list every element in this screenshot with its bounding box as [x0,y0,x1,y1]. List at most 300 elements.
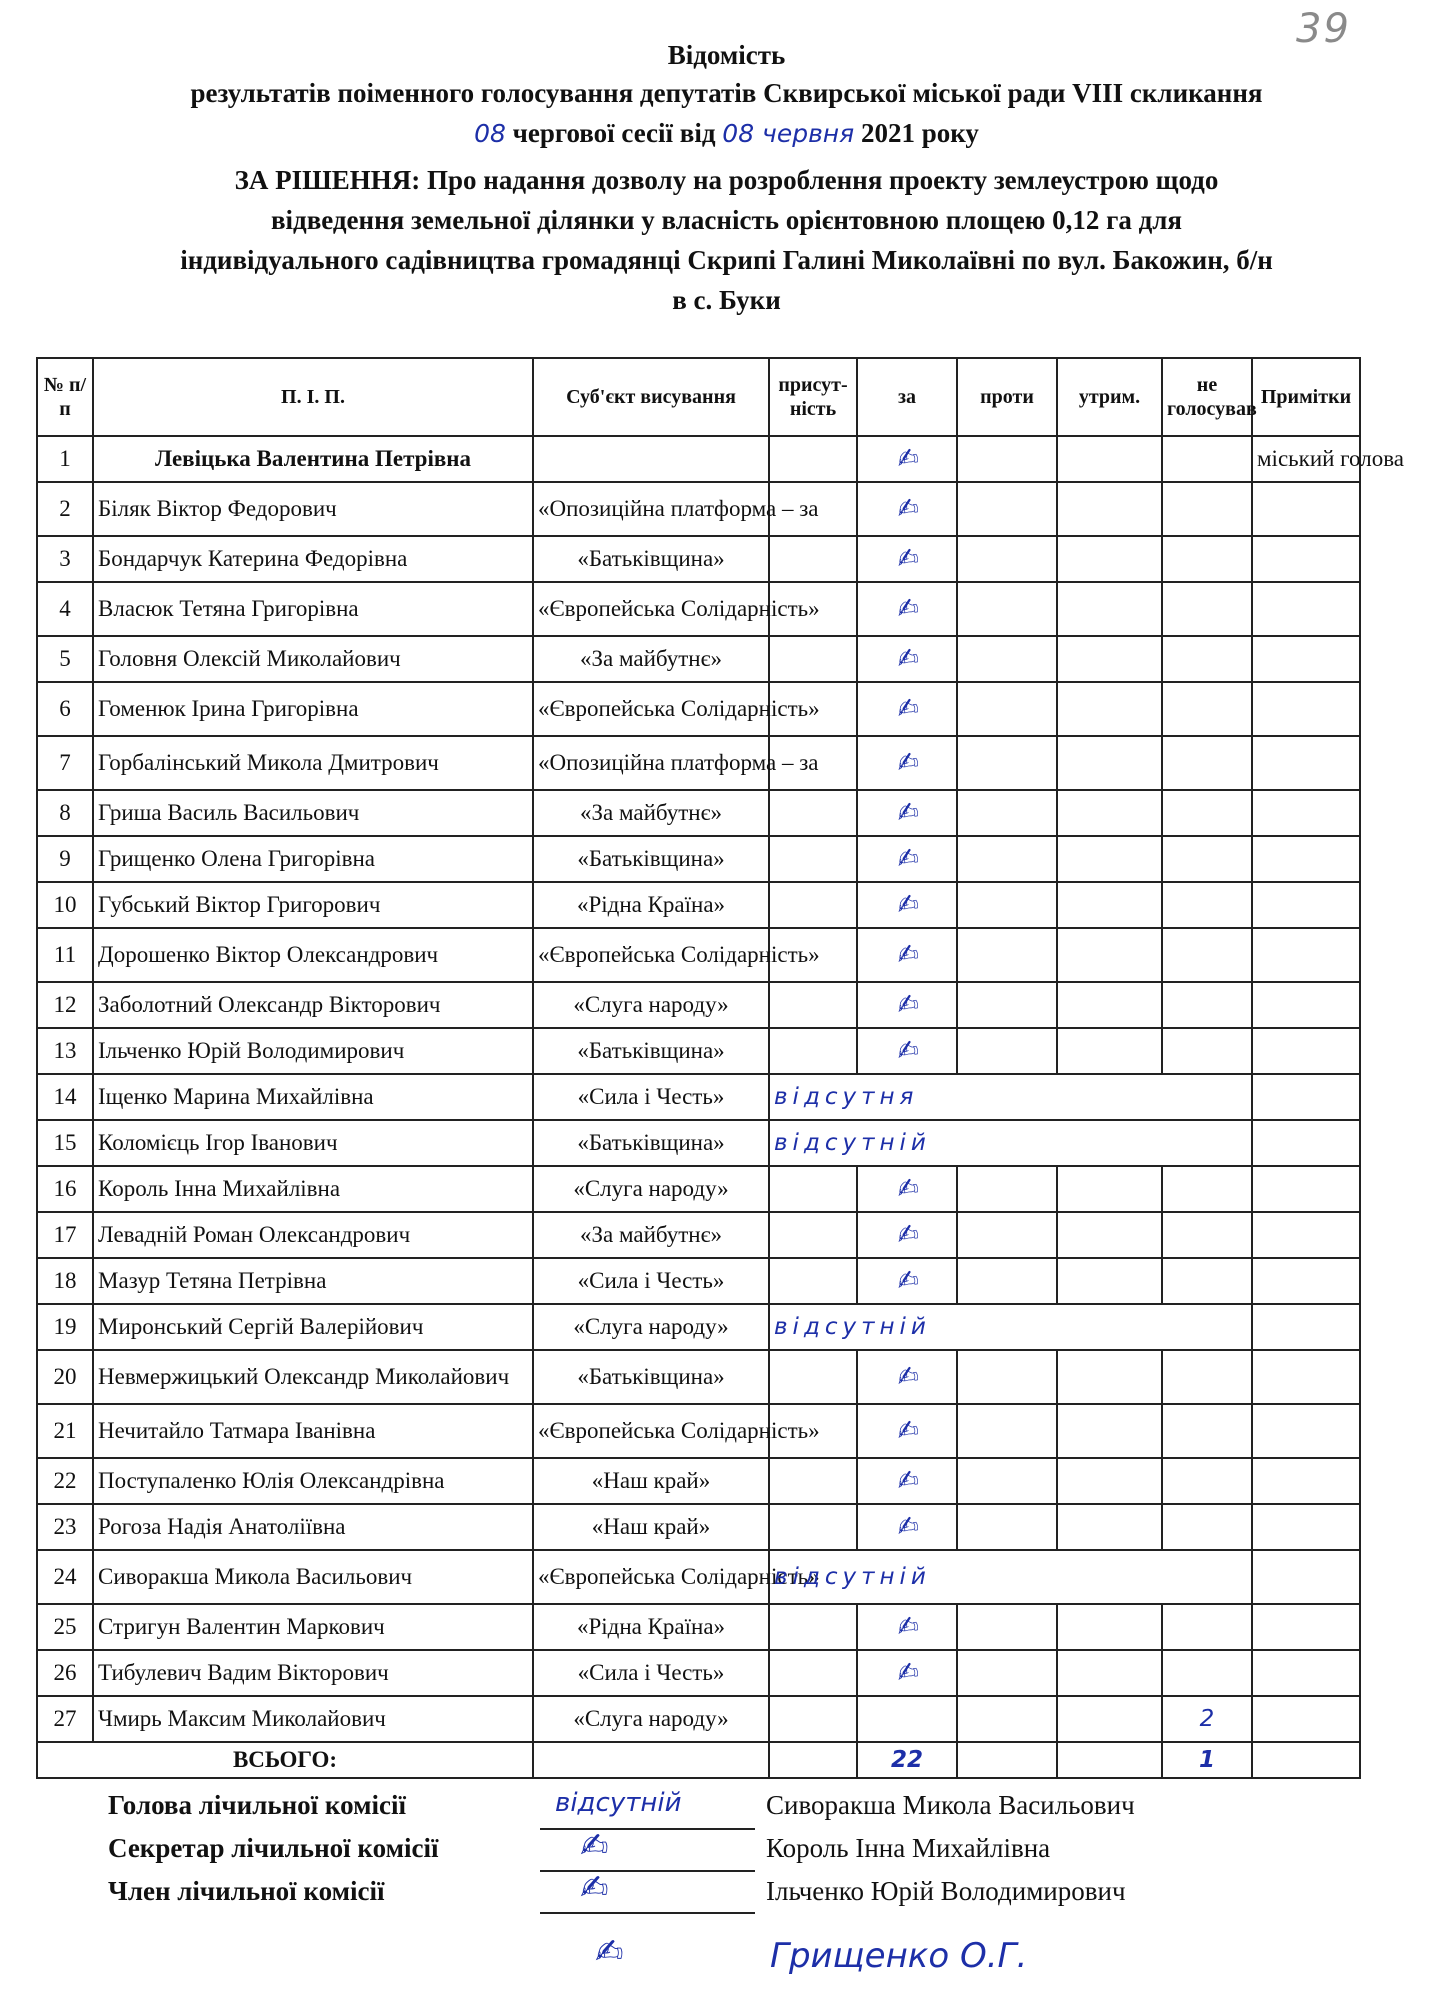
row-number: 18 [37,1258,93,1304]
row-note [1252,582,1360,636]
table-row [37,1404,1360,1458]
table-row [37,436,1360,482]
row-note [1252,1074,1360,1120]
decision-title [0,160,1453,320]
deputy-name: Горбалінський Микола Дмитрович [93,736,533,790]
vote-not-voted-cell [1162,682,1252,736]
vote-against-cell [957,1028,1057,1074]
row-number: 26 [37,1650,93,1696]
row-note [1252,928,1360,982]
vote-against-cell [957,536,1057,582]
vote-against-cell [957,636,1057,682]
table-row [37,836,1360,882]
signature-mark: ✍ [895,1034,919,1068]
col-for: за [857,358,957,436]
deputy-name: Рогоза Надія Анатоліївна [93,1504,533,1550]
absent-note: відсутня [769,1074,1252,1120]
signature-mark: ✍ [895,842,919,876]
deputy-name: Головня Олексій Миколайович [93,636,533,682]
signature-mark: ✍ [895,1610,919,1644]
vote-not-voted-cell [1162,1650,1252,1696]
vote-against-cell [957,482,1057,536]
vote-against-cell [957,682,1057,736]
table-row [37,1166,1360,1212]
vote-abstain-cell [1057,982,1162,1028]
vote-against-cell [957,928,1057,982]
vote-abstain-cell [1057,682,1162,736]
vote-not-voted-cell [1162,1212,1252,1258]
table-body [37,436,1404,1742]
table-row [37,1028,1360,1074]
commission-signature: відсутній [555,1788,682,1818]
absent-note: відсутній [769,1304,1252,1350]
row-note [1252,636,1360,682]
table-row [37,1120,1360,1166]
deputy-name: Левіцька Валентина Петрівна [93,436,533,482]
table-row [37,482,1360,536]
vote-abstain-cell [1057,1404,1162,1458]
row-note [1252,1212,1360,1258]
deputy-party: «Батьківщина» [533,836,769,882]
row-number: 2 [37,482,93,536]
vote-for-cell [857,582,957,636]
row-note [1252,1550,1360,1604]
row-note [1252,882,1360,928]
table-row [37,1074,1360,1120]
table-row [37,536,1360,582]
presence-cell [769,1650,857,1696]
signature-mark: ✍ [895,692,919,726]
signature-mark: ✍ [580,1826,609,1866]
row-number: 17 [37,1212,93,1258]
vote-not-voted-cell: 2 [1162,1696,1252,1742]
signature-line [540,1912,755,1914]
vote-against-cell [957,790,1057,836]
table-row [37,1504,1360,1550]
presence-cell [769,882,857,928]
signature-mark: ✍ [895,1218,919,1252]
vote-abstain-cell [1057,1650,1162,1696]
vote-for-cell [857,836,957,882]
vote-not-voted-cell [1162,1350,1252,1404]
vote-against-cell [957,982,1057,1028]
row-note [1252,1650,1360,1696]
col-party: Суб'єкт висування [533,358,769,436]
row-number: 20 [37,1350,93,1404]
vote-not-voted-cell [1162,636,1252,682]
row-note [1252,836,1360,882]
table-row [37,882,1360,928]
vote-abstain-cell [1057,1258,1162,1304]
vote-against-cell [957,1458,1057,1504]
vote-for-cell [857,1028,957,1074]
session-year: 2021 року [860,118,979,148]
signature-mark: ✍ [895,492,919,526]
deputy-name: Дорошенко Віктор Олександрович [93,928,533,982]
row-number: 21 [37,1404,93,1458]
deputy-name: Сиворакша Микола Васильович [93,1550,533,1604]
deputy-party: «Батьківщина» [533,1120,769,1166]
vote-abstain-cell [1057,882,1162,928]
vote-abstain-cell [1057,636,1162,682]
total-party-cell [533,1742,769,1778]
row-number: 24 [37,1550,93,1604]
presence-cell [769,636,857,682]
vote-for-cell [857,1212,957,1258]
deputy-name: Біляк Віктор Федорович [93,482,533,536]
signature-mark: ✍ [895,592,919,626]
total-for: 22 [857,1742,957,1778]
deputy-name: Левадній Роман Олександрович [93,1212,533,1258]
vote-abstain-cell [1057,928,1162,982]
total-presence-cell [769,1742,857,1778]
deputy-party: «Слуга народу» [533,982,769,1028]
signature-line [540,1870,755,1872]
col-against: проти [957,358,1057,436]
col-abstain: утрим. [1057,358,1162,436]
deputy-party: «Слуга народу» [533,1304,769,1350]
row-number: 6 [37,682,93,736]
table-row [37,736,1360,790]
session-line [0,118,1453,149]
row-note [1252,1166,1360,1212]
vote-not-voted-cell [1162,736,1252,790]
vote-for-cell [857,736,957,790]
table-row [37,928,1360,982]
row-note [1252,1504,1360,1550]
vote-not-voted-cell [1162,836,1252,882]
document-subtitle: результатів поіменного голосування депутатів Сквирської міської ради VIII скликання [190,78,1263,108]
signature-mark: ✍ [895,642,919,676]
row-number: 8 [37,790,93,836]
presence-cell [769,1258,857,1304]
deputy-name: Власюк Тетяна Григорівна [93,582,533,636]
col-name: П. І. П. [93,358,533,436]
deputy-party: «Батьківщина» [533,1350,769,1404]
presence-cell [769,436,857,482]
signature-mark: ✍ [895,1656,919,1690]
row-note [1252,1404,1360,1458]
vote-for-cell [857,928,957,982]
deputy-name: Іщенко Марина Михайлівна [93,1074,533,1120]
signature-mark: ✍ [895,542,919,576]
row-number: 7 [37,736,93,790]
commission-role: Член лічильної комісії [108,1876,385,1906]
presence-cell [769,1458,857,1504]
deputy-name: Гриша Василь Васильович [93,790,533,836]
session-text: чергової сесії від [512,118,716,148]
presence-cell [769,1350,857,1404]
vote-abstain-cell [1057,836,1162,882]
row-number: 25 [37,1604,93,1650]
vote-abstain-cell [1057,1504,1162,1550]
deputy-name: Заболотний Олександр Вікторович [93,982,533,1028]
vote-abstain-cell [1057,1028,1162,1074]
session-number: 08 [474,119,506,148]
row-number: 14 [37,1074,93,1120]
deputy-party: «За майбутнє» [533,790,769,836]
deputy-party: «Сила і Честь» [533,1074,769,1120]
table-row [37,1212,1360,1258]
signature-mark: ✍ [895,1264,919,1298]
presence-cell [769,1166,857,1212]
absent-note: відсутній [769,1550,1252,1604]
col-number: № п/п [37,358,93,436]
session-date: 08 червня [722,119,855,148]
vote-against-cell [957,1504,1057,1550]
vote-not-voted-cell [1162,928,1252,982]
vote-not-voted-cell [1162,536,1252,582]
row-number: 12 [37,982,93,1028]
row-note [1252,982,1360,1028]
vote-against-cell [957,1604,1057,1650]
signature-mark: ✍ [895,1414,919,1448]
deputy-party: «Європейська Солідарність» [533,928,769,982]
col-not-voted: не голосував [1162,358,1252,436]
commission-member-name: Сиворакша Микола Васильович [766,1790,1135,1820]
deputy-party: «Європейська Солідарність» [533,582,769,636]
col-notes: Примітки [1252,358,1360,436]
deputy-party: «Опозиційна платформа – за [533,736,769,790]
presence-cell [769,1212,857,1258]
vote-not-voted-cell [1162,1404,1252,1458]
vote-for-cell [857,536,957,582]
total-row [37,1742,1360,1778]
presence-cell [769,1504,857,1550]
row-note [1252,1458,1360,1504]
vote-abstain-cell [1057,736,1162,790]
row-note [1252,1350,1360,1404]
vote-against-cell [957,1350,1057,1404]
presence-cell [769,790,857,836]
presence-cell [769,836,857,882]
vote-for-cell [857,1258,957,1304]
signature-mark: ✍ [895,1360,919,1394]
decision-line: в с. Буки [672,285,781,315]
vote-not-voted-cell [1162,1504,1252,1550]
signature-mark: ✍ [895,1464,919,1498]
vote-abstain-cell [1057,582,1162,636]
vote-abstain-cell [1057,436,1162,482]
row-note [1252,482,1360,536]
deputy-party: «Наш край» [533,1458,769,1504]
row-note [1252,536,1360,582]
row-number: 11 [37,928,93,982]
signature-mark: ✍ [895,442,919,476]
vote-against-cell [957,1166,1057,1212]
vote-for-cell [857,1604,957,1650]
deputy-party: «Європейська Солідарність» [533,682,769,736]
vote-not-voted-cell [1162,1604,1252,1650]
vote-for-cell [857,1650,957,1696]
vote-for-cell [857,790,957,836]
row-note: міський голова [1252,436,1360,482]
vote-not-voted-cell [1162,790,1252,836]
vote-against-cell [957,436,1057,482]
signature-line [540,1828,755,1830]
table-row [37,682,1360,736]
vote-not-voted-cell [1162,982,1252,1028]
vote-abstain-cell [1057,1696,1162,1742]
presence-cell [769,1696,857,1742]
decision-line: індивідуального садівництва громадянці Скрипі Галині Миколаївні по вул. Бакожин, б/н [180,245,1273,275]
deputy-name: Король Інна Михайлівна [93,1166,533,1212]
deputy-name: Стригун Валентин Маркович [93,1604,533,1650]
vote-against-cell [957,1258,1057,1304]
row-note [1252,790,1360,836]
document-title: Відомість [667,40,786,70]
deputy-party: «Сила і Честь» [533,1650,769,1696]
vote-not-voted-cell [1162,482,1252,536]
vote-abstain-cell [1057,1166,1162,1212]
table-row [37,582,1360,636]
decision-line: відведення земельної ділянки у власність орієнтовною площею 0,12 га для [270,205,1183,235]
deputy-name: Гоменюк Ірина Григорівна [93,682,533,736]
signature-mark: ✍ [895,1172,919,1206]
row-note [1252,1304,1360,1350]
deputy-name: Грищенко Олена Григорівна [93,836,533,882]
vote-abstain-cell [1057,1350,1162,1404]
deputy-name: Коломієць Ігор Іванович [93,1120,533,1166]
signature-mark: ✍ [895,888,919,922]
col-presence: присут-ність [769,358,857,436]
total-notes [1252,1742,1360,1778]
signature-mark: ✍ [895,746,919,780]
row-number: 19 [37,1304,93,1350]
deputy-party: «Європейська Солідарність» [533,1404,769,1458]
table-row [37,1550,1360,1604]
row-number: 9 [37,836,93,882]
deputy-party: «Рідна Країна» [533,1604,769,1650]
vote-against-cell [957,1650,1057,1696]
deputy-name: Поступаленко Юлія Олександрівна [93,1458,533,1504]
total-against [957,1742,1057,1778]
vote-not-voted-cell [1162,882,1252,928]
vote-for-cell [857,1504,957,1550]
deputy-party: «Європейська Солідарність» [533,1550,769,1604]
deputy-party: «Сила і Честь» [533,1258,769,1304]
vote-against-cell [957,836,1057,882]
row-number: 27 [37,1696,93,1742]
row-number: 15 [37,1120,93,1166]
vote-abstain-cell [1057,1458,1162,1504]
vote-abstain-cell [1057,1212,1162,1258]
row-number: 3 [37,536,93,582]
vote-against-cell [957,582,1057,636]
vote-abstain-cell [1057,482,1162,536]
vote-not-voted-cell [1162,1166,1252,1212]
signature-mark: ✍ [895,988,919,1022]
row-number: 10 [37,882,93,928]
deputy-name: Нечитайло Татмара Іванівна [93,1404,533,1458]
commission-role: Голова лічильної комісії [108,1790,406,1820]
vote-for-cell [857,1404,957,1458]
absent-note: відсутній [769,1120,1252,1166]
deputy-name: Ільченко Юрій Володимирович [93,1028,533,1074]
deputy-name: Невмержицький Олександр Миколайович [93,1350,533,1404]
deputy-name: Бондарчук Катерина Федорівна [93,536,533,582]
deputy-party: «За майбутнє» [533,1212,769,1258]
deputy-party: «Слуга народу» [533,1696,769,1742]
deputy-party: «Наш край» [533,1504,769,1550]
page-number: 39 [1296,6,1351,52]
table-row [37,1604,1360,1650]
presence-cell [769,982,857,1028]
extra-signature: Грищенко О.Г. [770,1936,1028,1976]
signature-mark: ✍ [895,938,919,972]
deputy-name: Губський Віктор Григорович [93,882,533,928]
row-note [1252,682,1360,736]
vote-against-cell [957,1696,1057,1742]
table-header-row [37,358,1360,436]
vote-for-cell [857,882,957,928]
presence-cell [769,1604,857,1650]
table-row [37,1650,1360,1696]
deputy-name: Миронський Сергій Валерійович [93,1304,533,1350]
vote-for-cell [857,1350,957,1404]
vote-for-cell [857,636,957,682]
table-row [37,1304,1360,1350]
row-number: 1 [37,436,93,482]
table-row [37,1258,1360,1304]
vote-not-voted-cell [1162,1028,1252,1074]
vote-against-cell [957,882,1057,928]
table-row [37,636,1360,682]
signature-mark: ✍ [595,1932,624,1972]
vote-not-voted-cell [1162,1458,1252,1504]
row-note [1252,1258,1360,1304]
vote-abstain-cell [1057,536,1162,582]
row-number: 23 [37,1504,93,1550]
vote-against-cell [957,736,1057,790]
vote-not-voted-cell [1162,582,1252,636]
presence-cell [769,1028,857,1074]
signature-mark: ✍ [895,796,919,830]
vote-for-cell [857,982,957,1028]
row-number: 13 [37,1028,93,1074]
row-note [1252,1604,1360,1650]
table-row [37,1350,1360,1404]
row-note [1252,1696,1360,1742]
deputy-name: Тибулевич Вадим Вікторович [93,1650,533,1696]
table-row [37,982,1360,1028]
vote-for-cell [857,1458,957,1504]
deputy-name: Чмирь Максим Миколайович [93,1696,533,1742]
table-row [37,1696,1360,1742]
signature-mark: ✍ [895,1510,919,1544]
row-note [1252,1028,1360,1074]
vote-against-cell [957,1212,1057,1258]
vote-abstain-cell [1057,790,1162,836]
total-abstain [1057,1742,1162,1778]
votes-table [36,357,1404,1779]
vote-for-cell [857,682,957,736]
vote-against-cell [957,1404,1057,1458]
row-note [1252,736,1360,790]
deputy-party: «Опозиційна платформа – за [533,482,769,536]
deputy-party: «Батьківщина» [533,536,769,582]
deputy-party: «Слуга народу» [533,1166,769,1212]
signature-mark: ✍ [580,1868,609,1908]
commission-member-name: Король Інна Михайлівна [766,1833,1051,1863]
row-number: 4 [37,582,93,636]
row-number: 16 [37,1166,93,1212]
row-number: 5 [37,636,93,682]
deputy-party [533,436,769,482]
vote-for-cell [857,1166,957,1212]
vote-abstain-cell [1057,1604,1162,1650]
deputy-name: Мазур Тетяна Петрівна [93,1258,533,1304]
